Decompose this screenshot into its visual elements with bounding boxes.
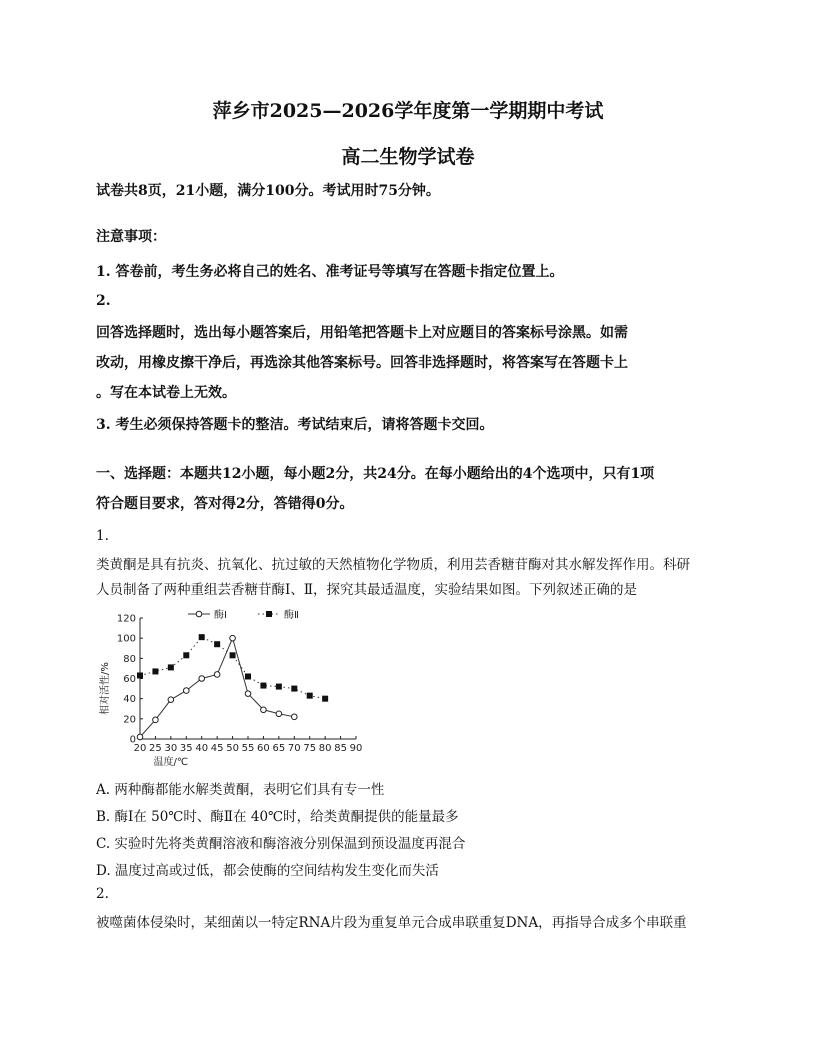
- x-tick-label: 75: [303, 743, 317, 754]
- data-point-enzyme-1: [261, 707, 267, 713]
- note-item-2-line2: 改动，用橡皮擦干净后，再选涂其他答案标号。回答非选择题时，将答案写在答题卡上: [96, 355, 628, 371]
- data-point-enzyme-2: [152, 668, 158, 674]
- data-point-enzyme-2: [245, 673, 251, 679]
- page-title: 萍乡市2025—2026学年度第一学期期中考试: [212, 100, 604, 122]
- y-tick-label: 120: [116, 613, 136, 625]
- x-tick-label: 80: [318, 743, 332, 754]
- question-2-number: 2.: [96, 886, 109, 902]
- data-point-enzyme-2: [199, 634, 205, 640]
- x-tick-label: 20: [133, 743, 147, 754]
- data-point-enzyme-2: [230, 652, 236, 658]
- data-point-enzyme-1: [137, 734, 143, 740]
- y-tick-label: 40: [123, 694, 136, 706]
- note-item-2-line1: 回答选择题时，选出每小题答案后，用铅笔把答题卡上对应题目的答案标号涂黑。如需: [96, 325, 628, 341]
- x-tick-label: 25: [149, 743, 162, 754]
- data-point-enzyme-2: [260, 683, 266, 689]
- data-point-enzyme-1: [245, 691, 251, 697]
- data-point-enzyme-2: [307, 693, 313, 699]
- exam-info: 试卷共8页，21小题，满分100分。考试用时75分钟。: [96, 183, 440, 199]
- question-1-stem-line2: 人员制备了两种重组芸香糖苷酶Ⅰ、Ⅱ，探究其最适温度，实验结果如图。下列叙述正确的是: [96, 582, 638, 598]
- question-1-number: 1.: [96, 528, 109, 544]
- x-tick-label: 90: [349, 743, 363, 754]
- legend-marker-enzyme-1: [196, 611, 202, 617]
- option-b: B. 酶Ⅰ在 50℃时、酶Ⅱ在 40℃时，给类黄酮提供的能量最多: [96, 809, 459, 825]
- y-tick-label: 100: [116, 633, 136, 645]
- note-item-3: 3. 考生必须保持答题卡的整洁。考试结束后，请将答题卡交回。: [96, 417, 494, 433]
- data-point-enzyme-2: [168, 664, 174, 670]
- data-point-enzyme-1: [291, 714, 297, 720]
- series-line-2: [140, 637, 325, 699]
- x-tick-label: 50: [226, 743, 239, 754]
- data-point-enzyme-2: [214, 641, 220, 647]
- option-a: A. 两种酶都能水解类黄酮，表明它们具有专一性: [96, 782, 385, 798]
- note-item-1: 1. 答卷前，考生务必将自己的姓名、准考证号等填写在答题卡指定位置上。: [96, 264, 564, 280]
- option-d: D. 温度过高或过低，都会使酶的空间结构发生变化而失活: [96, 863, 439, 879]
- data-point-enzyme-1: [214, 672, 220, 678]
- question-2-stem-line1: 被噬菌体侵染时，某细菌以一特定RNA片段为重复单元合成串联重复DNA，再指导合成多个串联重: [96, 915, 687, 931]
- data-point-enzyme-1: [276, 711, 282, 717]
- data-point-enzyme-1: [168, 697, 174, 703]
- x-tick-label: 35: [179, 743, 193, 754]
- x-tick-label: 45: [210, 743, 224, 754]
- data-point-enzyme-1: [183, 688, 189, 694]
- y-tick-label: 20: [123, 714, 136, 726]
- legend-label-enzyme-2: 酶Ⅱ: [284, 610, 299, 621]
- note-item-2-line3: 。写在本试卷上无效。: [96, 385, 236, 401]
- page-subtitle: 高二生物学试卷: [341, 146, 475, 168]
- notes-heading: 注意事项：: [96, 229, 166, 245]
- y-axis-label: 相对活性/%: [100, 662, 111, 715]
- option-c: C. 实验时先将类黄酮溶液和酶溶液分别保温到预设温度再混合: [96, 836, 466, 852]
- section-heading-line1: 一、选择题：本题共12小题，每小题2分，共24分。在每小题给出的4个选项中，只有1项: [96, 466, 655, 482]
- data-point-enzyme-2: [322, 696, 328, 702]
- data-point-enzyme-1: [230, 635, 236, 641]
- x-tick-label: 30: [164, 743, 178, 754]
- series-line-1: [140, 638, 294, 737]
- question-1-stem-line1: 类黄酮是具有抗炎、抗氧化、抗过敏的天然植物化学物质，利用芸香糖苷酶对其水解发挥作用。科研: [96, 557, 690, 573]
- data-point-enzyme-1: [153, 717, 159, 723]
- x-tick-label: 55: [241, 743, 255, 754]
- x-tick-label: 70: [287, 743, 301, 754]
- data-point-enzyme-1: [199, 676, 205, 682]
- x-axis-label: 温度/℃: [153, 757, 189, 766]
- legend-marker-enzyme-2: [266, 611, 272, 617]
- data-point-enzyme-2: [291, 686, 297, 692]
- x-tick-label: 60: [257, 743, 270, 754]
- y-tick-label: 60: [123, 674, 136, 685]
- enzyme-activity-chart: [98, 606, 370, 766]
- section-heading-line2: 符合题目要求，答对得2分，答错得0分。: [96, 496, 354, 512]
- data-point-enzyme-2: [276, 684, 282, 690]
- note-item-2-num: 2.: [96, 293, 111, 309]
- x-tick-label: 65: [272, 743, 286, 754]
- data-point-enzyme-2: [183, 652, 189, 658]
- data-point-enzyme-2: [137, 672, 143, 678]
- legend-label-enzyme-1: 酶Ⅰ: [214, 610, 227, 621]
- x-tick-label: 40: [195, 743, 209, 754]
- y-tick-label: 0: [129, 734, 136, 746]
- x-tick-label: 85: [334, 743, 347, 754]
- y-tick-label: 80: [123, 653, 136, 665]
